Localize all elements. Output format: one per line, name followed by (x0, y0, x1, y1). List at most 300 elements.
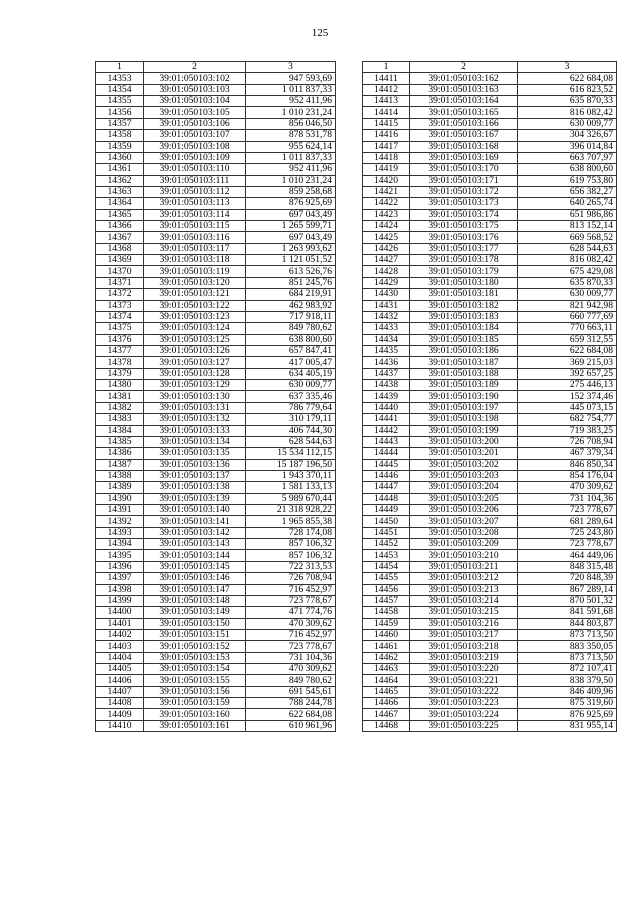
row-number-cell: 14462 (363, 652, 410, 663)
row-number-cell: 14440 (363, 402, 410, 413)
value-cell: 1 581 133,13 (246, 482, 336, 493)
row-number-cell: 14414 (363, 107, 410, 118)
value-cell: 726 708,94 (246, 573, 336, 584)
row-number-cell: 14434 (363, 334, 410, 345)
row-number-cell: 14392 (96, 516, 144, 527)
table-row (96, 164, 336, 175)
row-number-cell: 14468 (363, 720, 410, 731)
row-number-cell: 14422 (363, 198, 410, 209)
cadastral-number-cell: 39:01:050103:159 (144, 698, 246, 709)
cadastral-number-cell: 39:01:050103:180 (410, 277, 518, 288)
cadastral-number-cell: 39:01:050103:170 (410, 164, 518, 175)
column-header-value: 3 (246, 62, 336, 73)
row-number-cell: 14405 (96, 664, 144, 675)
row-number-cell: 14373 (96, 300, 144, 311)
row-number-cell: 14430 (363, 289, 410, 300)
value-cell: 1 965 855,38 (246, 516, 336, 527)
row-number-cell: 14448 (363, 493, 410, 504)
table-row (363, 527, 617, 538)
cadastral-number-cell: 39:01:050103:197 (410, 402, 518, 413)
value-cell: 844 803,87 (518, 618, 617, 629)
value-cell: 849 780,62 (246, 323, 336, 334)
value-cell: 369 215,03 (518, 357, 617, 368)
cadastral-number-cell: 39:01:050103:138 (144, 482, 246, 493)
value-cell: 304 326,67 (518, 130, 617, 141)
table-row (96, 380, 336, 391)
row-number-cell: 14389 (96, 482, 144, 493)
row-number-cell: 14394 (96, 539, 144, 550)
cadastral-number-cell: 39:01:050103:125 (144, 334, 246, 345)
table-row (96, 402, 336, 413)
table-row (363, 686, 617, 697)
value-cell: 873 713,50 (518, 629, 617, 640)
table-row (363, 482, 617, 493)
row-number-cell: 14416 (363, 130, 410, 141)
value-cell: 635 870,33 (518, 277, 617, 288)
value-cell: 471 774,76 (246, 607, 336, 618)
table-row (96, 311, 336, 322)
row-number-cell: 14423 (363, 209, 410, 220)
cadastral-number-cell: 39:01:050103:149 (144, 607, 246, 618)
table-row (96, 493, 336, 504)
row-number-cell: 14429 (363, 277, 410, 288)
row-number-cell: 14410 (96, 720, 144, 731)
value-cell: 846 409,96 (518, 686, 617, 697)
row-number-cell: 14397 (96, 573, 144, 584)
row-number-cell: 14464 (363, 675, 410, 686)
cadastral-number-cell: 39:01:050103:140 (144, 505, 246, 516)
row-number-cell: 14371 (96, 277, 144, 288)
value-cell: 610 961,96 (246, 720, 336, 731)
row-number-cell: 14358 (96, 130, 144, 141)
table-row (96, 425, 336, 436)
table-row (363, 448, 617, 459)
cadastral-number-cell: 39:01:050103:177 (410, 243, 518, 254)
value-cell: 1 010 231,24 (246, 175, 336, 186)
value-cell: 816 082,42 (518, 107, 617, 118)
row-number-cell: 14433 (363, 323, 410, 334)
value-cell: 392 657,25 (518, 368, 617, 379)
table-row (363, 266, 617, 277)
value-cell: 417 005,47 (246, 357, 336, 368)
row-number-cell: 14401 (96, 618, 144, 629)
table-row (363, 505, 617, 516)
cadastral-number-cell: 39:01:050103:136 (144, 459, 246, 470)
cadastral-number-cell: 39:01:050103:134 (144, 436, 246, 447)
cadastral-number-cell: 39:01:050103:112 (144, 186, 246, 197)
cadastral-number-cell: 39:01:050103:111 (144, 175, 246, 186)
row-number-cell: 14384 (96, 425, 144, 436)
value-cell: 726 708,94 (518, 436, 617, 447)
table-row (363, 675, 617, 686)
cadastral-number-cell: 39:01:050103:213 (410, 584, 518, 595)
table-row (96, 527, 336, 538)
table-row (363, 595, 617, 606)
row-number-cell: 14415 (363, 118, 410, 129)
cadastral-number-cell: 39:01:050103:146 (144, 573, 246, 584)
value-cell: 876 925,69 (246, 198, 336, 209)
row-number-cell: 14463 (363, 664, 410, 675)
value-cell: 1 121 051,52 (246, 255, 336, 266)
table-row (363, 84, 617, 95)
value-cell: 445 073,15 (518, 402, 617, 413)
table-row (96, 539, 336, 550)
table-row (363, 720, 617, 731)
value-cell: 952 411,96 (246, 164, 336, 175)
cadastral-number-cell: 39:01:050103:156 (144, 686, 246, 697)
table-row (96, 698, 336, 709)
row-number-cell: 14366 (96, 221, 144, 232)
value-cell: 691 545,61 (246, 686, 336, 697)
table-row (363, 277, 617, 288)
value-cell: 856 046,50 (246, 118, 336, 129)
row-number-cell: 14442 (363, 425, 410, 436)
column-header-value: 3 (518, 62, 617, 73)
value-cell: 876 925,69 (518, 709, 617, 720)
value-cell: 723 778,67 (246, 641, 336, 652)
cadastral-number-cell: 39:01:050103:198 (410, 414, 518, 425)
cadastral-number-cell: 39:01:050103:225 (410, 720, 518, 731)
row-number-cell: 14382 (96, 402, 144, 413)
cadastral-number-cell: 39:01:050103:126 (144, 345, 246, 356)
table-row (96, 618, 336, 629)
table-row (363, 652, 617, 663)
value-cell: 660 777,69 (518, 311, 617, 322)
cadastral-number-cell: 39:01:050103:128 (144, 368, 246, 379)
value-cell: 720 848,39 (518, 573, 617, 584)
cadastral-number-cell: 39:01:050103:190 (410, 391, 518, 402)
table-row (363, 709, 617, 720)
value-cell: 947 593,69 (246, 73, 336, 84)
value-cell: 867 289,14 (518, 584, 617, 595)
value-cell: 616 823,52 (518, 84, 617, 95)
table-row (363, 96, 617, 107)
table-row (96, 73, 336, 84)
cadastral-number-cell: 39:01:050103:115 (144, 221, 246, 232)
cadastral-number-cell: 39:01:050103:211 (410, 561, 518, 572)
cadastral-number-cell: 39:01:050103:221 (410, 675, 518, 686)
row-number-cell: 14461 (363, 641, 410, 652)
value-cell: 152 374,46 (518, 391, 617, 402)
cadastral-number-cell: 39:01:050103:204 (410, 482, 518, 493)
value-cell: 846 850,34 (518, 459, 617, 470)
table-row (96, 459, 336, 470)
cadastral-number-cell: 39:01:050103:160 (144, 709, 246, 720)
cadastral-number-cell: 39:01:050103:172 (410, 186, 518, 197)
row-number-cell: 14421 (363, 186, 410, 197)
cadastral-number-cell: 39:01:050103:139 (144, 493, 246, 504)
cadastral-number-cell: 39:01:050103:130 (144, 391, 246, 402)
table-row (96, 709, 336, 720)
table-row (96, 470, 336, 481)
value-cell: 841 591,68 (518, 607, 617, 618)
row-number-cell: 14413 (363, 96, 410, 107)
table-row (96, 334, 336, 345)
row-number-cell: 14406 (96, 675, 144, 686)
row-number-cell: 14386 (96, 448, 144, 459)
value-cell: 634 405,19 (246, 368, 336, 379)
table-row (363, 380, 617, 391)
value-cell: 786 779,64 (246, 402, 336, 413)
cadastral-number-cell: 39:01:050103:189 (410, 380, 518, 391)
cadastral-number-cell: 39:01:050103:187 (410, 357, 518, 368)
value-cell: 716 452,97 (246, 629, 336, 640)
value-cell: 1 263 993,62 (246, 243, 336, 254)
cadastral-number-cell: 39:01:050103:106 (144, 118, 246, 129)
table-row (96, 652, 336, 663)
row-number-cell: 14380 (96, 380, 144, 391)
table-row (363, 470, 617, 481)
cadastral-number-cell: 39:01:050103:107 (144, 130, 246, 141)
cadastral-number-cell: 39:01:050103:214 (410, 595, 518, 606)
table-row (96, 277, 336, 288)
table-row (96, 629, 336, 640)
table-row (96, 675, 336, 686)
table-row (363, 368, 617, 379)
table-row (363, 607, 617, 618)
row-number-cell: 14361 (96, 164, 144, 175)
value-cell: 15 534 112,15 (246, 448, 336, 459)
value-cell: 697 043,49 (246, 209, 336, 220)
table-row (363, 300, 617, 311)
value-cell: 681 289,64 (518, 516, 617, 527)
row-number-cell: 14437 (363, 368, 410, 379)
cadastral-number-cell: 39:01:050103:173 (410, 198, 518, 209)
cadastral-number-cell: 39:01:050103:205 (410, 493, 518, 504)
table-row (363, 425, 617, 436)
value-cell: 21 318 928,22 (246, 505, 336, 516)
cadastral-number-cell: 39:01:050103:169 (410, 152, 518, 163)
value-cell: 630 009,77 (518, 118, 617, 129)
row-number-cell: 14390 (96, 493, 144, 504)
cadastral-number-cell: 39:01:050103:127 (144, 357, 246, 368)
cadastral-number-cell: 39:01:050103:110 (144, 164, 246, 175)
cadastral-number-cell: 39:01:050103:150 (144, 618, 246, 629)
table-row (363, 414, 617, 425)
value-cell: 622 684,08 (518, 73, 617, 84)
cadastral-number-cell: 39:01:050103:184 (410, 323, 518, 334)
value-cell: 857 106,32 (246, 539, 336, 550)
cadastral-number-cell: 39:01:050103:223 (410, 698, 518, 709)
value-cell: 682 754,77 (518, 414, 617, 425)
row-number-cell: 14439 (363, 391, 410, 402)
row-number-cell: 14365 (96, 209, 144, 220)
table-row (96, 243, 336, 254)
value-cell: 462 983,92 (246, 300, 336, 311)
table-row (363, 209, 617, 220)
value-cell: 813 152,14 (518, 221, 617, 232)
row-number-cell: 14455 (363, 573, 410, 584)
cadastral-number-cell: 39:01:050103:203 (410, 470, 518, 481)
row-number-cell: 14432 (363, 311, 410, 322)
table-row (363, 255, 617, 266)
table-row (96, 84, 336, 95)
column-header-number: 1 (96, 62, 144, 73)
value-cell: 619 753,80 (518, 175, 617, 186)
table-row (96, 573, 336, 584)
row-number-cell: 14404 (96, 652, 144, 663)
row-number-cell: 14441 (363, 414, 410, 425)
cadastral-number-cell: 39:01:050103:152 (144, 641, 246, 652)
cadastral-number-cell: 39:01:050103:175 (410, 221, 518, 232)
value-cell: 656 382,27 (518, 186, 617, 197)
table-row (96, 221, 336, 232)
table-row (363, 618, 617, 629)
cadastral-number-cell: 39:01:050103:208 (410, 527, 518, 538)
table-row (363, 391, 617, 402)
table-row (96, 255, 336, 266)
cadastral-number-cell: 39:01:050103:166 (410, 118, 518, 129)
row-number-cell: 14381 (96, 391, 144, 402)
row-number-cell: 14399 (96, 595, 144, 606)
table-row (96, 368, 336, 379)
value-cell: 952 411,96 (246, 96, 336, 107)
table-row (96, 391, 336, 402)
value-cell: 725 243,80 (518, 527, 617, 538)
row-number-cell: 14354 (96, 84, 144, 95)
cadastral-number-cell: 39:01:050103:132 (144, 414, 246, 425)
value-cell: 821 942,98 (518, 300, 617, 311)
cadastral-number-cell: 39:01:050103:174 (410, 209, 518, 220)
row-number-cell: 14376 (96, 334, 144, 345)
table-row (363, 539, 617, 550)
row-number-cell: 14459 (363, 618, 410, 629)
row-number-cell: 14457 (363, 595, 410, 606)
cadastral-number-cell: 39:01:050103:154 (144, 664, 246, 675)
table-row (363, 130, 617, 141)
value-cell: 470 309,62 (246, 618, 336, 629)
row-number-cell: 14391 (96, 505, 144, 516)
cadastral-number-cell: 39:01:050103:142 (144, 527, 246, 538)
table-row (363, 402, 617, 413)
row-number-cell: 14418 (363, 152, 410, 163)
cadastral-number-cell: 39:01:050103:224 (410, 709, 518, 720)
cadastral-number-cell: 39:01:050103:201 (410, 448, 518, 459)
cadastral-number-cell: 39:01:050103:219 (410, 652, 518, 663)
table-row (96, 595, 336, 606)
cadastral-number-cell: 39:01:050103:151 (144, 629, 246, 640)
row-number-cell: 14436 (363, 357, 410, 368)
row-number-cell: 14438 (363, 380, 410, 391)
row-number-cell: 14377 (96, 345, 144, 356)
cadastral-number-cell: 39:01:050103:148 (144, 595, 246, 606)
row-number-cell: 14427 (363, 255, 410, 266)
row-number-cell: 14409 (96, 709, 144, 720)
cadastral-number-cell: 39:01:050103:202 (410, 459, 518, 470)
table-row (363, 152, 617, 163)
registry-table-left (95, 61, 336, 732)
cadastral-number-cell: 39:01:050103:220 (410, 664, 518, 675)
page-number: 125 (311, 27, 329, 39)
cadastral-number-cell: 39:01:050103:117 (144, 243, 246, 254)
row-number-cell: 14465 (363, 686, 410, 697)
cadastral-number-cell: 39:01:050103:217 (410, 629, 518, 640)
row-number-cell: 14449 (363, 505, 410, 516)
value-cell: 731 104,36 (518, 493, 617, 504)
row-number-cell: 14435 (363, 345, 410, 356)
value-cell: 669 568,52 (518, 232, 617, 243)
value-cell: 622 684,08 (246, 709, 336, 720)
value-cell: 1 265 599,71 (246, 221, 336, 232)
row-number-cell: 14466 (363, 698, 410, 709)
cadastral-number-cell: 39:01:050103:206 (410, 505, 518, 516)
value-cell: 955 624,14 (246, 141, 336, 152)
row-number-cell: 14374 (96, 311, 144, 322)
row-number-cell: 14396 (96, 561, 144, 572)
table-row (96, 436, 336, 447)
cadastral-number-cell: 39:01:050103:143 (144, 539, 246, 550)
cadastral-number-cell: 39:01:050103:163 (410, 84, 518, 95)
value-cell: 831 955,14 (518, 720, 617, 731)
table-row (363, 459, 617, 470)
table-row (96, 516, 336, 527)
cadastral-number-cell: 39:01:050103:168 (410, 141, 518, 152)
value-cell: 467 379,34 (518, 448, 617, 459)
cadastral-number-cell: 39:01:050103:102 (144, 73, 246, 84)
value-cell: 622 684,08 (518, 345, 617, 356)
table-row (363, 141, 617, 152)
table-row (96, 118, 336, 129)
cadastral-number-cell: 39:01:050103:135 (144, 448, 246, 459)
value-cell: 663 707,97 (518, 152, 617, 163)
value-cell: 697 043,49 (246, 232, 336, 243)
value-cell: 722 313,53 (246, 561, 336, 572)
row-number-cell: 14447 (363, 482, 410, 493)
row-number-cell: 14363 (96, 186, 144, 197)
row-number-cell: 14407 (96, 686, 144, 697)
cadastral-number-cell: 39:01:050103:200 (410, 436, 518, 447)
value-cell: 659 312,55 (518, 334, 617, 345)
value-cell: 638 800,60 (246, 334, 336, 345)
table-row (363, 664, 617, 675)
table-row (363, 493, 617, 504)
table-row (363, 221, 617, 232)
cadastral-number-cell: 39:01:050103:161 (144, 720, 246, 731)
table-row (363, 164, 617, 175)
row-number-cell: 14458 (363, 607, 410, 618)
cadastral-number-cell: 39:01:050103:167 (410, 130, 518, 141)
value-cell: 657 847,41 (246, 345, 336, 356)
cadastral-number-cell: 39:01:050103:199 (410, 425, 518, 436)
row-number-cell: 14357 (96, 118, 144, 129)
table-row (363, 550, 617, 561)
table-row (363, 186, 617, 197)
cadastral-number-cell: 39:01:050103:122 (144, 300, 246, 311)
row-number-cell: 14359 (96, 141, 144, 152)
cadastral-number-cell: 39:01:050103:129 (144, 380, 246, 391)
value-cell: 275 446,13 (518, 380, 617, 391)
value-cell: 723 778,67 (518, 539, 617, 550)
cadastral-number-cell: 39:01:050103:210 (410, 550, 518, 561)
value-cell: 470 309,62 (518, 482, 617, 493)
cadastral-number-cell: 39:01:050103:215 (410, 607, 518, 618)
row-number-cell: 14444 (363, 448, 410, 459)
cadastral-number-cell: 39:01:050103:118 (144, 255, 246, 266)
value-cell: 723 778,67 (246, 595, 336, 606)
value-cell: 878 531,78 (246, 130, 336, 141)
value-cell: 640 265,74 (518, 198, 617, 209)
row-number-cell: 14403 (96, 641, 144, 652)
column-header-cadastral: 2 (410, 62, 518, 73)
row-number-cell: 14360 (96, 152, 144, 163)
value-cell: 788 244,78 (246, 698, 336, 709)
value-cell: 1 011 837,33 (246, 84, 336, 95)
value-cell: 870 501,32 (518, 595, 617, 606)
table-row (363, 345, 617, 356)
value-cell: 859 258,68 (246, 186, 336, 197)
table-row (96, 198, 336, 209)
cadastral-number-cell: 39:01:050103:121 (144, 289, 246, 300)
